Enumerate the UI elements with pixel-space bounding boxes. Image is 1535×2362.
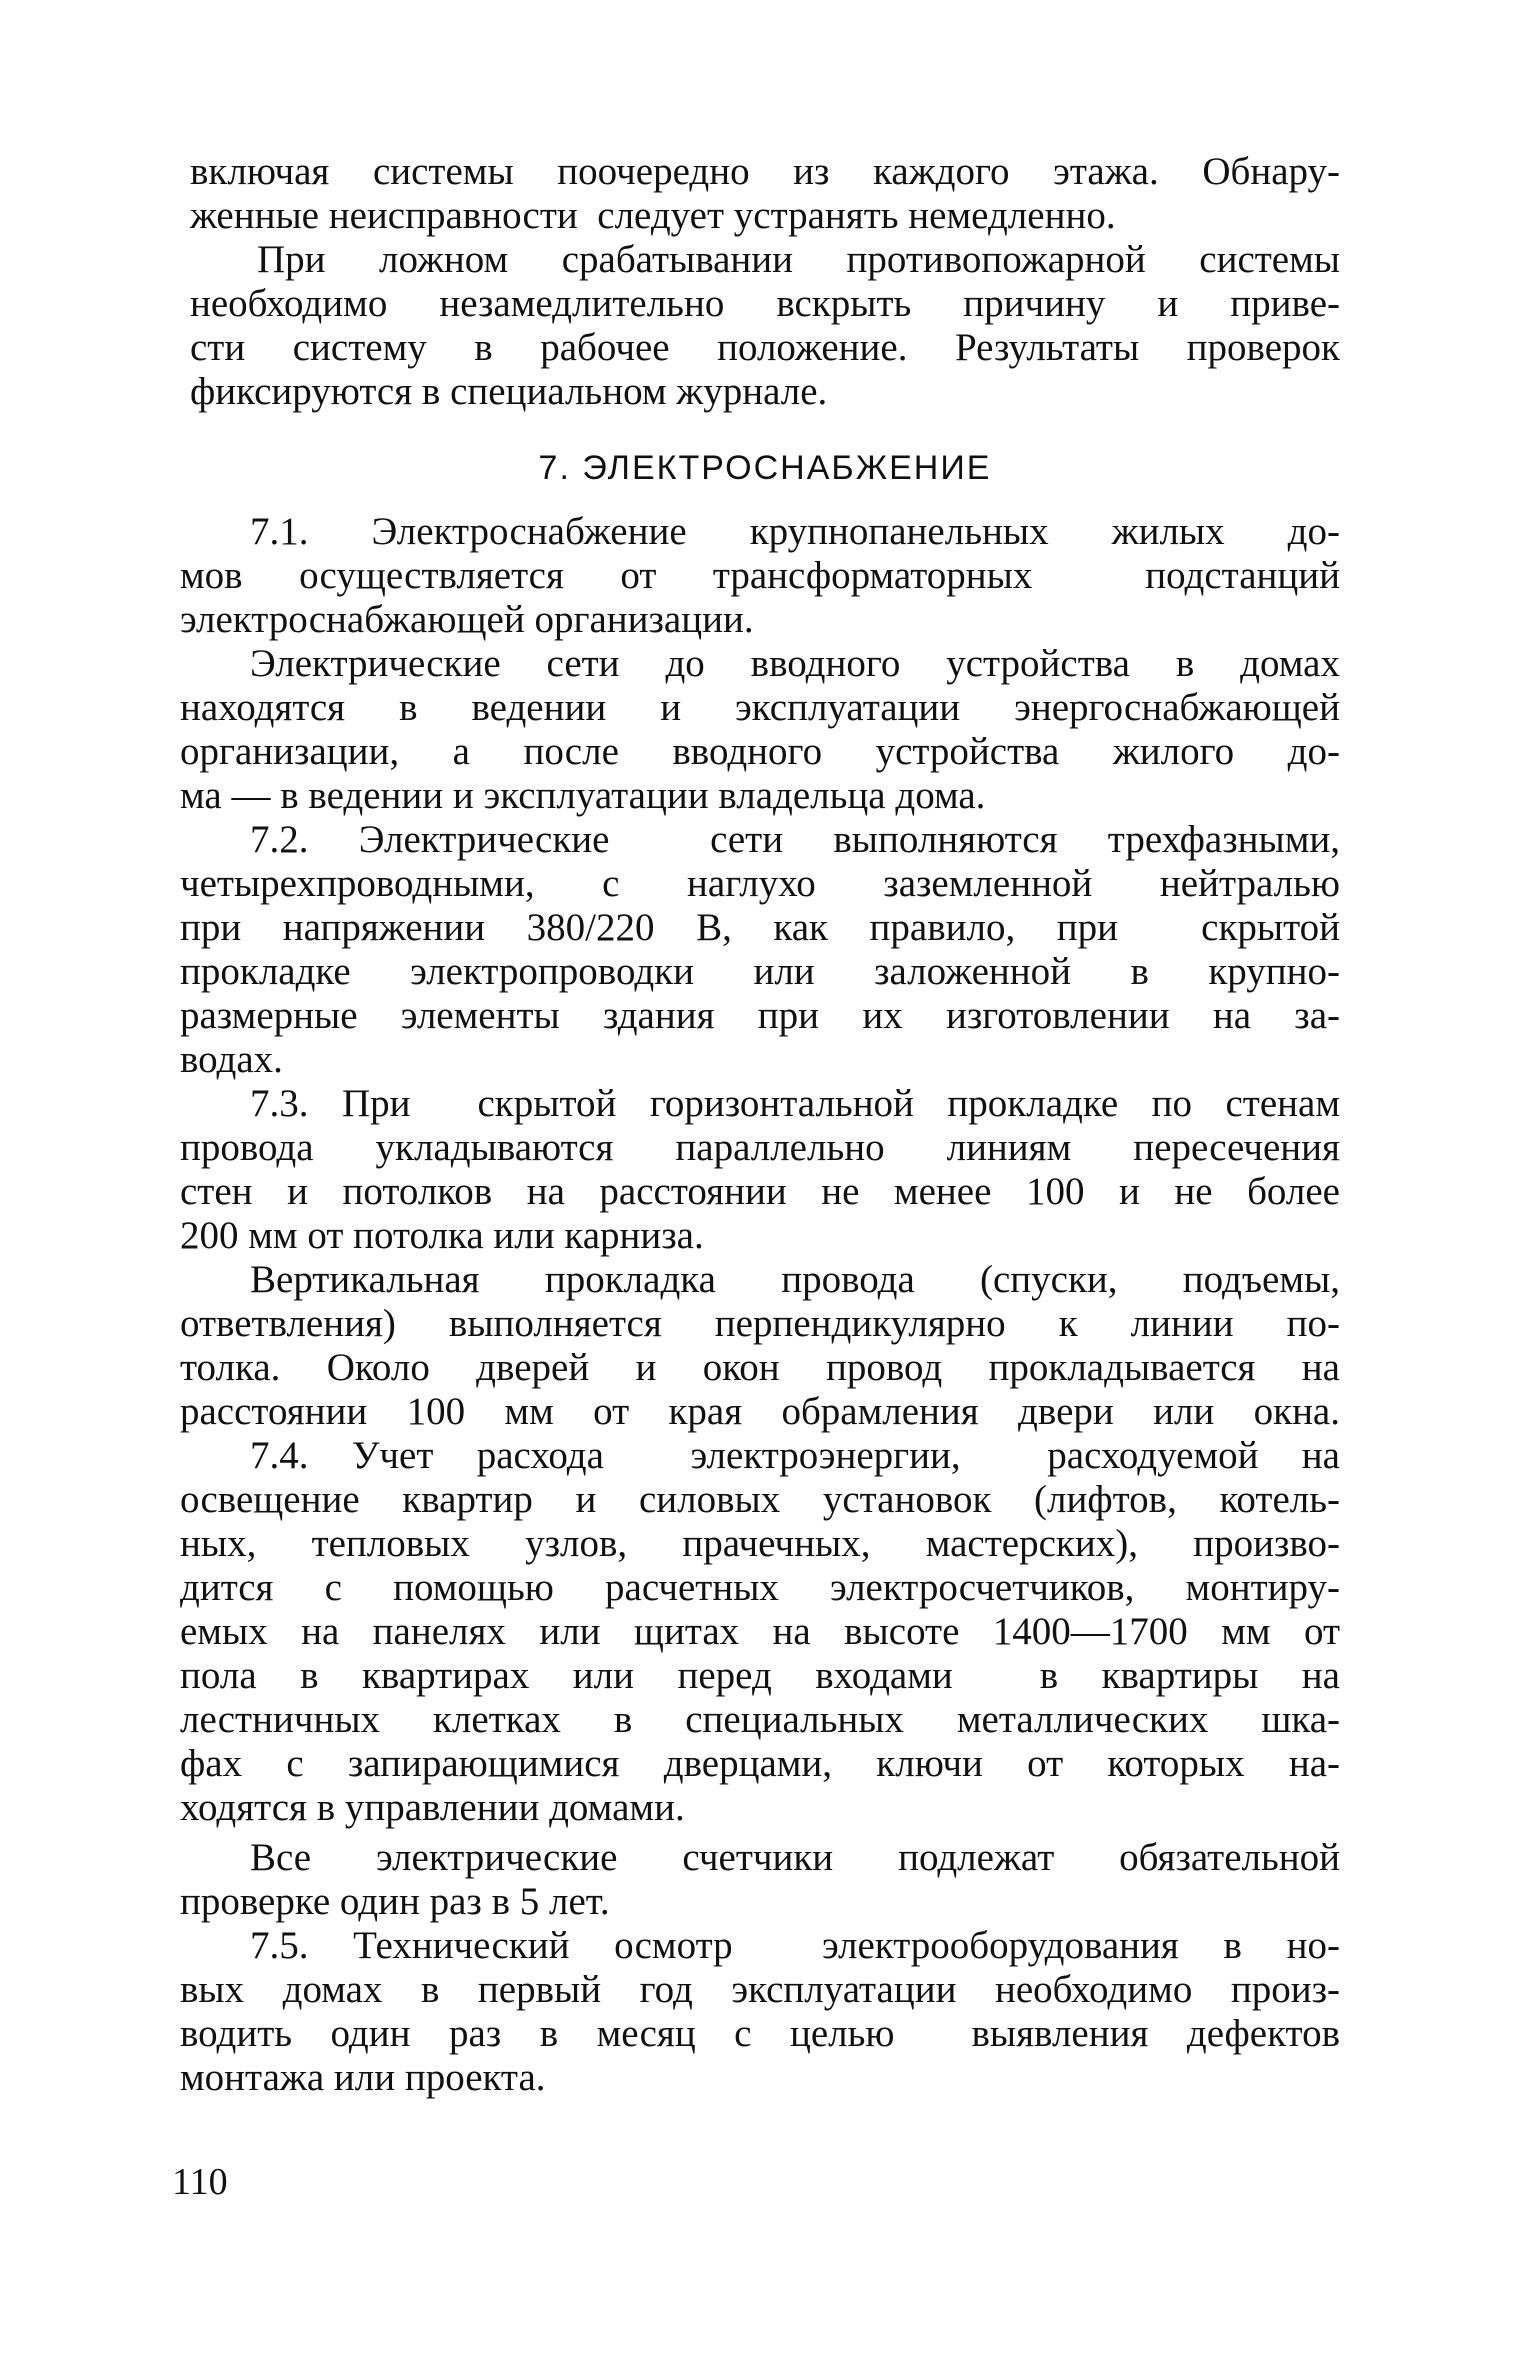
text-line: монтажа или проекта. bbox=[180, 2056, 546, 2099]
text-line: прокладке электропроводки или заложенной в крупно- bbox=[180, 950, 1340, 993]
text-line: включая системы поочередно из каждого этажа. Обнару- bbox=[190, 150, 1340, 193]
text-line: дится с помощью расчетных электросчетчиков, монтиру- bbox=[180, 1566, 1340, 1609]
text-line: 200 мм от потолка или карниза. bbox=[180, 1214, 704, 1257]
text-line: водить один раз в месяц с целью выявления дефектов bbox=[180, 2012, 1340, 2055]
text-line: Вертикальная прокладка провода (спуски, подъемы, bbox=[250, 1258, 1340, 1301]
text-line: расстоянии 100 мм от края обрамления двери или окна. bbox=[180, 1390, 1340, 1433]
text-line: электроснабжающей организации. bbox=[180, 598, 754, 641]
text-line: емых на панелях или щитах на высоте 1400—1700 мм от bbox=[180, 1610, 1340, 1653]
text-line: фиксируются в специальном журнале. bbox=[190, 370, 828, 413]
text-line: организации, а после вводного устройства жилого до- bbox=[180, 730, 1340, 773]
text-line: 7.3. При скрытой горизонтальной прокладке по стенам bbox=[250, 1082, 1340, 1125]
section-heading: 7. ЭЛЕКТРОСНАБЖЕНИЕ bbox=[538, 449, 992, 487]
text-line: освещение квартир и силовых установок (лифтов, котель- bbox=[180, 1478, 1340, 1521]
text-line: четырехпроводными, с наглухо заземленной нейтралью bbox=[180, 862, 1340, 905]
text-line: толка. Около дверей и окон провод прокладывается на bbox=[180, 1346, 1340, 1389]
text-line: при напряжении 380/220 В, как правило, при скрытой bbox=[180, 906, 1340, 949]
text-line: вых домах в первый год эксплуатации необходимо произ- bbox=[180, 1968, 1340, 2011]
text-line: 7.2. Электрические сети выполняются трехфазными, bbox=[250, 818, 1340, 861]
text-line: 7.1. Электроснабжение крупнопанельных жилых до- bbox=[250, 510, 1340, 553]
text-line: Все электрические счетчики подлежат обязательной bbox=[250, 1836, 1340, 1879]
text-line: 7.5. Технический осмотр электрооборудования в но- bbox=[250, 1924, 1340, 1967]
text-line: Электрические сети до вводного устройства в домах bbox=[250, 642, 1340, 685]
text-line: пола в квартирах или перед входами в квартиры на bbox=[180, 1654, 1340, 1697]
text-line: ных, тепловых узлов, прачечных, мастерских), произво- bbox=[180, 1522, 1340, 1565]
text-line: фах с запирающимися дверцами, ключи от которых на- bbox=[180, 1742, 1340, 1785]
text-line: При ложном срабатывании противопожарной системы bbox=[257, 238, 1340, 281]
page-number: 110 bbox=[172, 2161, 228, 2203]
text-line: размерные элементы здания при их изготовлении на за- bbox=[180, 994, 1340, 1037]
text-line: сти систему в рабочее положение. Результаты проверок bbox=[190, 326, 1340, 369]
text-line: женные неисправности следует устранять немедленно. bbox=[190, 194, 1116, 237]
text-line: лестничных клетках в специальных металлических шка- bbox=[180, 1698, 1340, 1741]
text-line: водах. bbox=[180, 1038, 283, 1081]
text-line: ходятся в управлении домами. bbox=[180, 1786, 685, 1829]
text-line: стен и потолков на расстоянии не менее 100 и не более bbox=[180, 1170, 1340, 1213]
text-line: мов осуществляется от трансформаторных подстанций bbox=[180, 554, 1340, 597]
text-line: 7.4. Учет расхода электроэнергии, расходуемой на bbox=[250, 1434, 1340, 1477]
text-line: находятся в ведении и эксплуатации энергоснабжающей bbox=[180, 686, 1340, 729]
text-line: необходимо незамедлительно вскрыть причину и приве- bbox=[190, 282, 1340, 325]
text-line: провода укладываются параллельно линиям пересечения bbox=[180, 1126, 1340, 1169]
text-line: ма — в ведении и эксплуатации владельца дома. bbox=[180, 774, 986, 817]
text-line: ответвления) выполняется перпендикулярно к линии по- bbox=[180, 1302, 1340, 1345]
text-line: проверке один раз в 5 лет. bbox=[180, 1880, 610, 1923]
